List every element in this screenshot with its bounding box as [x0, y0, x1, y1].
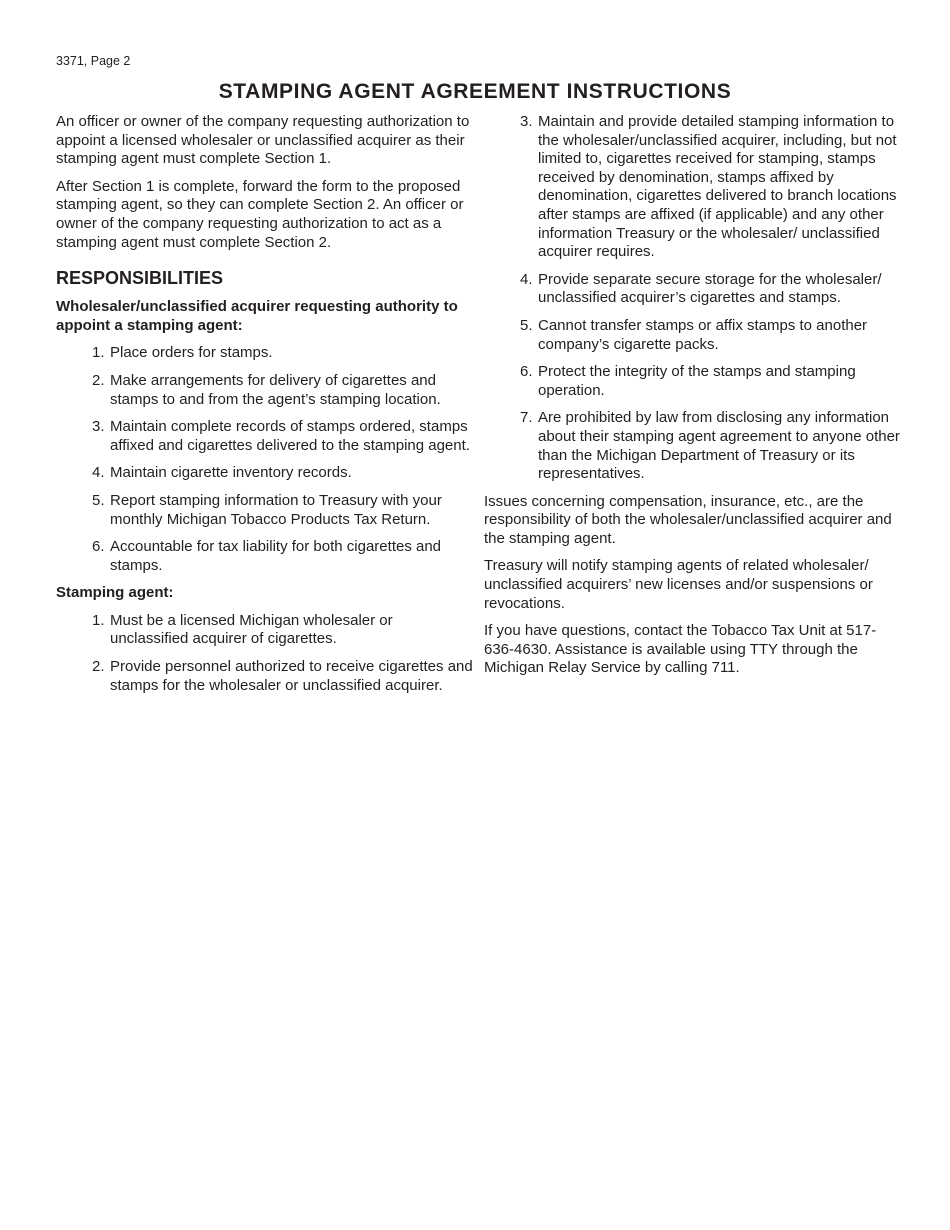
stamping-agent-list-part-1: [56, 612, 474, 695]
list-item: [56, 612, 474, 649]
list-item: [56, 464, 474, 483]
list-item: [484, 317, 900, 354]
list-item-number: 2.: [92, 658, 105, 676]
list-item-text: Provide personnel authorized to receive cigarettes and stamps for the wholesaler or unclassified acquirer.: [110, 658, 473, 694]
list-item: [56, 418, 474, 455]
responsibilities-heading: RESPONSIBILITIES: [56, 268, 224, 289]
list-item-text: Make arrangements for delivery of cigarettes and stamps to and from the agent’s stamping location.: [110, 371, 441, 408]
list-item: [484, 113, 900, 262]
list-item-number: 2.: [92, 371, 105, 389]
list-item: [56, 372, 474, 409]
list-item-number: 4.: [520, 270, 533, 288]
wholesaler-responsibilities-list: [56, 344, 474, 575]
list-item-number: 6.: [92, 538, 105, 556]
left-column: [56, 113, 474, 704]
list-item-text: Must be a licensed Michigan wholesaler or unclassified acquirer of cigarettes.: [110, 611, 393, 648]
list-item-number: 1.: [92, 344, 105, 362]
list-item-number: 3.: [92, 418, 105, 436]
list-item-number: 4.: [92, 464, 105, 482]
list-item: [484, 363, 900, 400]
list-item-number: 6.: [520, 363, 533, 381]
notification-paragraph: Treasury will notify stamping agents of related wholesaler/ unclassified acquirers’ new licenses and/or suspensions or revocations.: [484, 557, 873, 612]
stamping-agent-subheading: Stamping agent:: [56, 584, 174, 602]
list-item-number: 3.: [520, 113, 533, 130]
right-column: [484, 113, 900, 687]
list-item: [56, 538, 474, 575]
list-item-number: 5.: [520, 316, 533, 334]
list-item-text: Report stamping information to Treasury with your monthly Michigan Tobacco Products Tax Return.: [110, 491, 442, 528]
intro-paragraph: After Section 1 is complete, forward the form to the proposed stamping agent, so they can complete Section 2. An officer or owner of the company requesting authorization to act as a stamping agent must complete Section 2.: [56, 177, 464, 251]
list-item-number: 5.: [92, 491, 105, 509]
list-item: [484, 409, 900, 483]
compensation-paragraph: Issues concerning compensation, insurance, etc., are the responsibility of both the wholesaler/unclassified acquirer and the stamping agent.: [484, 492, 892, 547]
list-item: [484, 271, 900, 308]
list-item-text: Maintain and provide detailed stamping information to the wholesaler/unclassified acquirer, including, but not limited to, cigarettes received for stamping, stamps received by denomination, stamps affixed by denomination, cigarettes delivered to branch locations after stamps are affixed (if applicable) and any other information Treasury or the wholesaler/ unclassified acquirer requires.: [538, 113, 897, 261]
list-item-number: 7.: [520, 409, 533, 427]
list-item: [56, 344, 474, 363]
intro-paragraph: An officer or owner of the company requesting authorization to appoint a licensed wholesaler or unclassified acquirer as their stamping agent must complete Section 1.: [56, 113, 470, 168]
list-item-text: Provide separate secure storage for the wholesaler/ unclassified acquirer’s cigarettes and stamps.: [538, 270, 882, 307]
list-item-text: Are prohibited by law from disclosing any information about their stamping agent agreement to anyone other than the Michigan Department of Treasury or its representatives.: [538, 409, 900, 483]
list-item-text: Cannot transfer stamps or affix stamps to another company’s cigarette packs.: [538, 316, 868, 353]
list-item-text: Place orders for stamps.: [110, 344, 273, 362]
list-item: [56, 658, 474, 695]
list-item-text: Accountable for tax liability for both cigarettes and stamps.: [110, 538, 442, 574]
wholesaler-subheading: Wholesaler/unclassified acquirer requesting authority to appoint a stamping agent:: [56, 298, 458, 334]
list-item-number: 1.: [92, 611, 105, 629]
list-item-text: Maintain complete records of stamps ordered, stamps affixed and cigarettes delivered to the stamping agent.: [110, 418, 470, 454]
page-identifier: 3371, Page 2: [56, 54, 131, 68]
list-item-text: Protect the integrity of the stamps and stamping operation.: [538, 363, 856, 399]
list-item: [56, 492, 474, 529]
contact-paragraph: If you have questions, contact the Tobacco Tax Unit at 517-636-4630. Assistance is available using TTY through the Michigan Relay Service by calling 711.: [484, 622, 877, 677]
stamping-agent-list-part-2: [484, 113, 900, 484]
page-title: STAMPING AGENT AGREEMENT INSTRUCTIONS: [218, 80, 732, 103]
list-item-text: Maintain cigarette inventory records.: [110, 464, 352, 482]
